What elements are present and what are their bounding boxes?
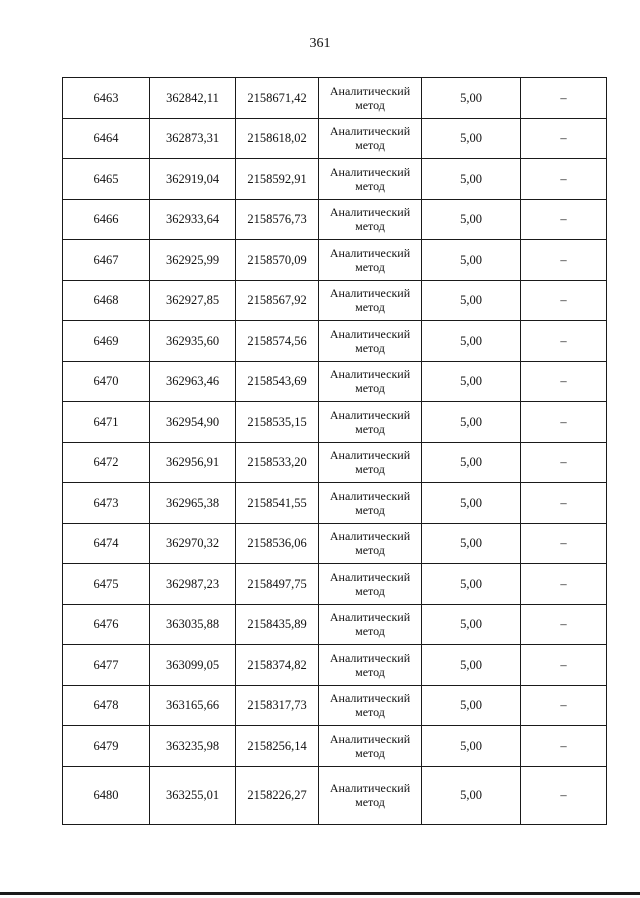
method-line-2: метод: [355, 543, 385, 558]
table-row: [63, 159, 607, 200]
coordinate-x: 362933,64: [150, 199, 236, 240]
coordinate-y: 2158535,15: [236, 402, 319, 443]
method-cell: [319, 240, 422, 281]
accuracy: 5,00: [422, 321, 521, 362]
coordinate-y: 2158533,20: [236, 442, 319, 483]
accuracy: 5,00: [422, 78, 521, 119]
page-number: 361: [309, 36, 331, 51]
table-row: [63, 199, 607, 240]
coordinate-x: 362873,31: [150, 118, 236, 159]
method-cell: [319, 159, 422, 200]
method-cell: [319, 564, 422, 605]
coordinate-x: 362963,46: [150, 361, 236, 402]
table-row: [63, 604, 607, 645]
method-cell: [319, 199, 422, 240]
method-cell: [319, 726, 422, 767]
point-number: 6479: [63, 726, 150, 767]
method-line-1: Аналитический: [329, 529, 411, 544]
coordinate-x: 362925,99: [150, 240, 236, 281]
accuracy: 5,00: [422, 240, 521, 281]
point-number: 6467: [63, 240, 150, 281]
method-line-1: Аналитический: [329, 781, 411, 795]
coordinate-y: 2158541,55: [236, 483, 319, 524]
note: –: [521, 199, 607, 240]
method-cell: [319, 361, 422, 402]
note: –: [521, 483, 607, 524]
table-row: [63, 726, 607, 767]
table-row: [63, 645, 607, 686]
point-number: 6472: [63, 442, 150, 483]
method-line-1: Аналитический: [329, 245, 411, 260]
coordinate-y: 2158536,06: [236, 523, 319, 564]
point-number: 6477: [63, 645, 150, 686]
coordinate-x: 363099,05: [150, 645, 236, 686]
coordinate-x: 363165,66: [150, 685, 236, 726]
method-line-2: метод: [355, 381, 385, 396]
table-row: [63, 118, 607, 159]
note: –: [521, 604, 607, 645]
point-number: 6474: [63, 523, 150, 564]
method-line-1: Аналитический: [329, 650, 411, 665]
method-cell: [319, 645, 422, 686]
coordinate-x: 362956,91: [150, 442, 236, 483]
accuracy: 5,00: [422, 604, 521, 645]
note: –: [521, 523, 607, 564]
coordinate-y: 2158574,56: [236, 321, 319, 362]
coordinate-x: 362970,32: [150, 523, 236, 564]
method-line-2: метод: [355, 219, 385, 234]
accuracy: 5,00: [422, 726, 521, 767]
table-row: [63, 483, 607, 524]
note: –: [521, 280, 607, 321]
coordinate-x: 363255,01: [150, 766, 236, 824]
accuracy: 5,00: [422, 766, 521, 824]
method-cell: [319, 280, 422, 321]
method-cell: [319, 118, 422, 159]
coordinate-y: 2158543,69: [236, 361, 319, 402]
accuracy: 5,00: [422, 685, 521, 726]
method-line-2: метод: [355, 705, 385, 720]
table-row: [63, 78, 607, 119]
method-line-1: Аналитический: [329, 205, 411, 220]
method-line-1: Аналитический: [329, 83, 411, 98]
method-line-2: метод: [355, 259, 385, 274]
table-row: [63, 564, 607, 605]
point-number: 6465: [63, 159, 150, 200]
method-cell: [319, 483, 422, 524]
method-cell: [319, 402, 422, 443]
coordinate-y: 2158435,89: [236, 604, 319, 645]
coordinate-y: 2158671,42: [236, 78, 319, 119]
scan-edge-line: [0, 892, 640, 895]
coordinate-x: 363235,98: [150, 726, 236, 767]
method-line-1: Аналитический: [329, 731, 411, 746]
point-number: 6473: [63, 483, 150, 524]
note: –: [521, 645, 607, 686]
coordinates-table: [62, 77, 607, 825]
point-number: 6478: [63, 685, 150, 726]
accuracy: 5,00: [422, 523, 521, 564]
method-cell: [319, 442, 422, 483]
table-row: [63, 321, 607, 362]
method-line-1: Аналитический: [329, 407, 411, 422]
accuracy: 5,00: [422, 159, 521, 200]
point-number: 6480: [63, 766, 150, 824]
table-row: [63, 442, 607, 483]
coordinate-y: 2158497,75: [236, 564, 319, 605]
coordinate-x: 363035,88: [150, 604, 236, 645]
method-line-2: метод: [355, 502, 385, 517]
coordinate-x: 362842,11: [150, 78, 236, 119]
method-cell: [319, 766, 422, 824]
accuracy: 5,00: [422, 280, 521, 321]
note: –: [521, 685, 607, 726]
method-line-1: Аналитический: [329, 367, 411, 382]
note: –: [521, 78, 607, 119]
point-number: 6471: [63, 402, 150, 443]
table-row: [63, 766, 607, 824]
note: –: [521, 402, 607, 443]
coordinate-x: 362954,90: [150, 402, 236, 443]
table-row: [63, 361, 607, 402]
method-line-1: Аналитический: [329, 448, 411, 463]
note: –: [521, 159, 607, 200]
table-row: [63, 685, 607, 726]
accuracy: 5,00: [422, 483, 521, 524]
note: –: [521, 442, 607, 483]
accuracy: 5,00: [422, 361, 521, 402]
method-line-2: метод: [355, 138, 385, 153]
coordinate-y: 2158570,09: [236, 240, 319, 281]
point-number: 6463: [63, 78, 150, 119]
method-line-1: Аналитический: [329, 286, 411, 301]
method-line-2: метод: [355, 583, 385, 598]
note: –: [521, 766, 607, 824]
method-line-2: метод: [355, 795, 385, 809]
method-line-2: метод: [355, 300, 385, 315]
method-line-2: метод: [355, 178, 385, 193]
method-line-2: метод: [355, 340, 385, 355]
note: –: [521, 321, 607, 362]
coordinate-x: 362965,38: [150, 483, 236, 524]
point-number: 6476: [63, 604, 150, 645]
coordinate-x: 362919,04: [150, 159, 236, 200]
method-cell: [319, 78, 422, 119]
coordinate-x: 362927,85: [150, 280, 236, 321]
method-line-1: Аналитический: [329, 610, 411, 625]
method-cell: [319, 523, 422, 564]
method-line-2: метод: [355, 664, 385, 679]
coordinate-y: 2158226,27: [236, 766, 319, 824]
point-number: 6469: [63, 321, 150, 362]
point-number: 6464: [63, 118, 150, 159]
coordinate-y: 2158374,82: [236, 645, 319, 686]
coordinate-y: 2158317,73: [236, 685, 319, 726]
note: –: [521, 118, 607, 159]
method-cell: [319, 321, 422, 362]
method-cell: [319, 685, 422, 726]
note: –: [521, 726, 607, 767]
table-row: [63, 240, 607, 281]
note: –: [521, 564, 607, 605]
accuracy: 5,00: [422, 118, 521, 159]
point-number: 6466: [63, 199, 150, 240]
method-line-1: Аналитический: [329, 164, 411, 179]
note: –: [521, 240, 607, 281]
method-line-2: метод: [355, 745, 385, 760]
table-row: [63, 402, 607, 443]
coordinate-y: 2158592,91: [236, 159, 319, 200]
accuracy: 5,00: [422, 442, 521, 483]
accuracy: 5,00: [422, 645, 521, 686]
point-number: 6475: [63, 564, 150, 605]
method-line-1: Аналитический: [329, 124, 411, 139]
method-line-2: метод: [355, 97, 385, 112]
method-line-2: метод: [355, 421, 385, 436]
coordinate-y: 2158567,92: [236, 280, 319, 321]
coordinate-y: 2158576,73: [236, 199, 319, 240]
method-line-2: метод: [355, 462, 385, 477]
table-row: [63, 280, 607, 321]
point-number: 6470: [63, 361, 150, 402]
accuracy: 5,00: [422, 564, 521, 605]
coordinate-y: 2158256,14: [236, 726, 319, 767]
coordinate-x: 362935,60: [150, 321, 236, 362]
method-line-1: Аналитический: [329, 326, 411, 341]
note: –: [521, 361, 607, 402]
coordinate-x: 362987,23: [150, 564, 236, 605]
accuracy: 5,00: [422, 199, 521, 240]
coordinate-y: 2158618,02: [236, 118, 319, 159]
table-row: [63, 523, 607, 564]
method-line-1: Аналитический: [329, 488, 411, 503]
accuracy: 5,00: [422, 402, 521, 443]
method-line-1: Аналитический: [329, 569, 411, 584]
method-cell: [319, 604, 422, 645]
method-line-1: Аналитический: [329, 691, 411, 706]
point-number: 6468: [63, 280, 150, 321]
method-line-2: метод: [355, 624, 385, 639]
